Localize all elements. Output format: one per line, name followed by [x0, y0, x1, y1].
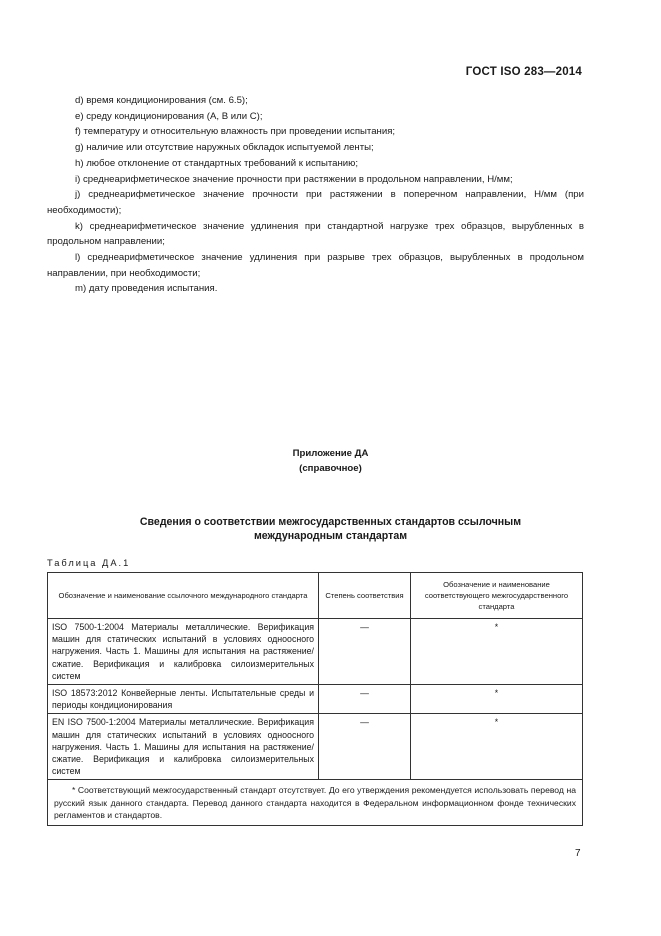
list-item: f) температуру и относительную влажность при проведении испытания; — [75, 126, 396, 138]
list-item: k) среднеарифметическое значение удлинения при стандартной нагрузке трех образцов, вырубленных в продольном направлении; — [47, 220, 584, 248]
table-cell: — — [319, 714, 411, 780]
report-items-list — [47, 93, 584, 297]
appendix-title: Приложение ДА — [292, 448, 369, 459]
list-item: h) любое отклонение от стандартных требований к испытанию; — [75, 157, 359, 169]
table-header-row — [48, 573, 583, 619]
list-item: g) наличие или отсутствие наружных обкладок испытуемой ленты; — [75, 142, 374, 154]
section-heading-line-2: международным стандартам — [253, 530, 408, 542]
table-cell: ISO 18573:2012 Конвейерные ленты. Испытательные среды и периоды кондиционирования — [48, 685, 319, 714]
table-row — [48, 685, 583, 714]
correspondence-table — [47, 572, 583, 826]
table-row — [48, 619, 583, 685]
page-number: 7 — [575, 848, 581, 859]
table-label: Таблица ДА.1 — [47, 558, 131, 568]
list-item: m) дату проведения испытания. — [75, 283, 218, 295]
list-item: e) среду кондиционирования (А, В или С); — [75, 110, 263, 122]
appendix-subtitle: (справочное) — [299, 463, 362, 474]
table-footnote-row — [48, 780, 583, 826]
table-cell: * — [411, 714, 583, 780]
table-cell: EN ISO 7500-1:2004 Материалы металлические. Верификация машин для статических испытаний в условиях одноосного нагружения. Часть 1. Машины для испытания на растяжение/сжатие. Верификация и калибровка силоизмерительных систем — [48, 714, 319, 780]
table-footnote: * Соответствующий межгосударственный стандарт отсутствует. До его утверждения рекомендуется использовать перевод на русский язык данного стандарта. Перевод данного стандарта находится в Федеральном информационном фонде технических регламентов и стандартов. — [48, 780, 583, 826]
list-item: l) среднеарифметическое значение удлинения при разрыве трех образцов, вырубленных в продольном направлении, при необходимости; — [47, 252, 584, 279]
section-heading-line-1: Сведения о соответствии межгосударственных стандартов ссылочным — [139, 516, 522, 528]
section-heading — [0, 515, 661, 543]
header-international-standard: Обозначение и наименование ссылочного международного стандарта — [48, 573, 319, 619]
document-header: ГОСТ ISO 283—2014 — [465, 66, 582, 78]
table-cell: — — [319, 619, 411, 685]
header-interstate-standard: Обозначение и наименование соответствующего межгосударственного стандарта — [411, 573, 583, 619]
list-item: d) время кондиционирования (см. 6.5); — [75, 95, 248, 106]
table-cell: ISO 7500-1:2004 Материалы металлические. Верификация машин для статических испытаний в условиях одноосного нагружения. Часть 1. Машины для испытания на растяжение/сжатие. Верификация и калибровка силоизмерительных систем — [48, 619, 319, 685]
table-cell: * — [411, 619, 583, 685]
table-row — [48, 714, 583, 780]
table-cell: — — [319, 685, 411, 714]
header-degree-of-compliance: Степень соответствия — [319, 573, 411, 619]
list-item: j) среднеарифметическое значение прочности при растяжении в поперечном направлении, Н/мм (при необходимости); — [47, 189, 584, 216]
list-item: i) среднеарифметическое значение прочности при растяжении в продольном направлении, Н/мм; — [75, 173, 513, 185]
table-cell: * — [411, 685, 583, 714]
